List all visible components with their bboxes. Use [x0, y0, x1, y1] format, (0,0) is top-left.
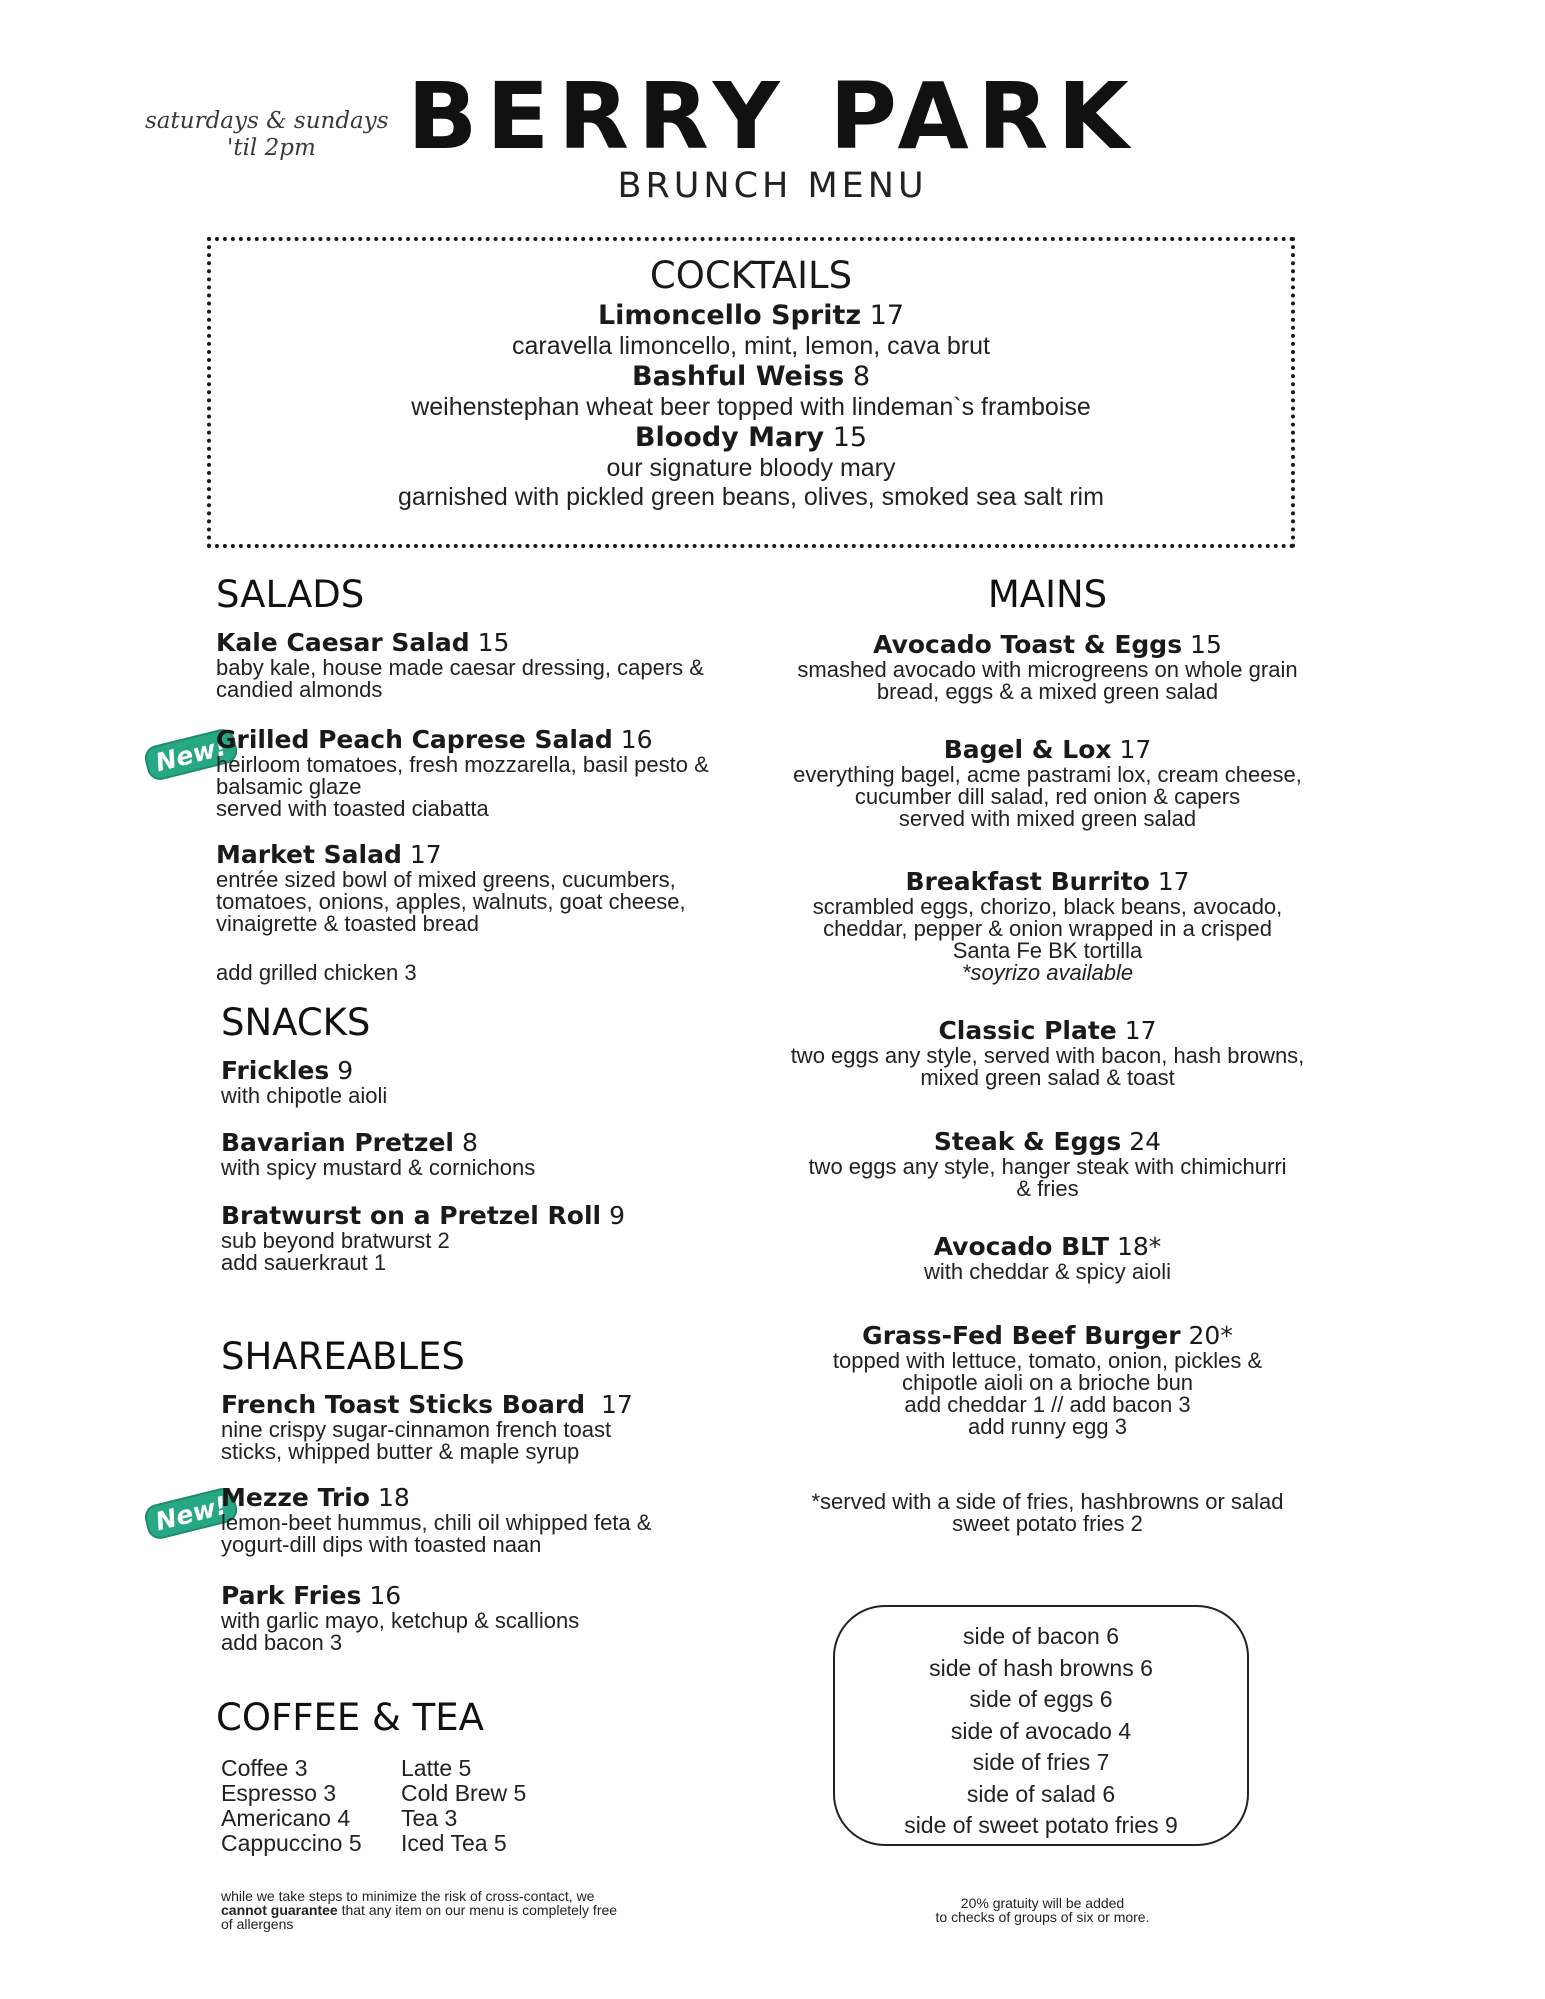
item-price: 17 [1119, 735, 1152, 764]
item-description: cheddar, pepper & onion wrapped in a crisped [823, 916, 1272, 941]
allergen-line: while we take steps to minimize the risk of cross-contact, we [221, 1888, 595, 1904]
list-item: Latte 5 [401, 1755, 472, 1781]
item-price: 17 [1124, 1016, 1157, 1045]
side-item: side of bacon 6 [962, 1623, 1119, 1649]
tagline [145, 108, 395, 162]
side-item: side of fries 7 [972, 1749, 1110, 1775]
allergen-line: of allergens [221, 1916, 294, 1932]
item-name: Bloody Mary [634, 422, 825, 453]
item-price: 20* [1188, 1321, 1233, 1350]
item-price: 8 [852, 361, 871, 392]
item-name: Classic Plate [938, 1016, 1117, 1045]
item-description: bread, eggs & a mixed green salad [876, 679, 1219, 704]
item-name: Park Fries [221, 1581, 362, 1610]
item-name: Grilled Peach Caprese Salad [216, 725, 613, 754]
item-description: cucumber dill salad, red onion & capers [854, 784, 1241, 809]
item-price: 9 [337, 1056, 354, 1085]
restaurant-title: BERRY PARK [407, 63, 1138, 170]
item-description: topped with lettuce, tomato, onion, pickles & [832, 1348, 1263, 1373]
item-name: Kale Caesar Salad [216, 628, 470, 657]
menu-item [221, 1484, 781, 1556]
item-description: served with mixed green salad [898, 806, 1197, 831]
item-description: mixed green salad & toast [920, 1065, 1175, 1090]
item-name: Limoncello Spritz [597, 300, 862, 331]
allergen-rest: that any item on our menu is completely free [337, 1902, 618, 1918]
menu-item [765, 631, 1330, 703]
menu-item [211, 300, 1291, 361]
item-description: entrée sized bowl of mixed greens, cucumbers, [216, 867, 676, 892]
item-name: Grass-Fed Beef Burger [862, 1321, 1181, 1350]
item-description: our signature bloody mary [606, 454, 896, 482]
allergen-line [221, 1903, 721, 1917]
side-item: side of hash browns 6 [929, 1654, 1153, 1681]
menu-item [221, 1391, 781, 1463]
item-name: Avocado BLT [933, 1232, 1110, 1261]
mains-footnote [765, 1491, 1330, 1535]
menu-item [216, 629, 776, 701]
list-item: Tea 3 [401, 1805, 458, 1831]
item-price: 17 [1157, 867, 1190, 896]
item-description: heirloom tomatoes, fresh mozzarella, basil pesto & [216, 752, 709, 777]
side-item: side of salad 6 [966, 1780, 1116, 1807]
item-description: yogurt-dill dips with toasted naan [221, 1532, 542, 1557]
item-price: 15 [1190, 630, 1222, 659]
salads-heading: SALADS [216, 573, 365, 616]
menu-item [221, 1582, 781, 1654]
menu-item [211, 422, 1291, 512]
item-description: & fries [1016, 1176, 1079, 1201]
item-description: smashed avocado with microgreens on whole grain [797, 657, 1298, 682]
item-price: 17 [869, 300, 905, 331]
shareables-heading: SHAREABLES [221, 1335, 465, 1378]
item-description: nine crispy sugar-cinnamon french toast [221, 1417, 612, 1442]
menu-item [765, 1017, 1330, 1089]
gratuity-line: 20% gratuity will be added [960, 1895, 1125, 1911]
item-description: add cheddar 1 // add bacon 3 [904, 1392, 1191, 1417]
item-name: Bratwurst on a Pretzel Roll [221, 1201, 602, 1230]
item-description: with chipotle aioli [221, 1083, 388, 1108]
item-price: 16 [369, 1581, 402, 1610]
item-name: Market Salad [216, 840, 402, 869]
item-description: sub beyond bratwurst 2 [221, 1228, 450, 1253]
coffee-tea-heading: COFFEE & TEA [216, 1696, 484, 1739]
menu-item [221, 1202, 781, 1274]
tagline-days: saturdays & sundays [145, 108, 389, 134]
allergen-notice [221, 1889, 721, 1931]
new-badge: New! [142, 726, 240, 782]
item-name: Avocado Toast & Eggs [873, 630, 1183, 659]
item-description: add bacon 3 [221, 1630, 343, 1655]
item-name: Steak & Eggs [933, 1127, 1122, 1156]
side-item: side of avocado 4 [950, 1717, 1132, 1744]
item-name: French Toast Sticks Board [221, 1390, 586, 1419]
list-item: Cappuccino 5 [221, 1830, 362, 1856]
gratuity-notice [880, 1896, 1205, 1924]
menu-item [221, 1057, 781, 1107]
mains-heading: MAINS [987, 573, 1108, 616]
item-name: Frickles [221, 1056, 330, 1085]
item-description: Santa Fe BK tortilla [952, 938, 1143, 963]
item-price: 15 [477, 628, 510, 657]
item-description: caravella limoncello, mint, lemon, cava brut [512, 332, 990, 360]
list-item: Americano 4 [221, 1805, 351, 1831]
menu-item [765, 1128, 1330, 1200]
item-price: 8 [461, 1128, 478, 1157]
snacks-heading: SNACKS [221, 1001, 371, 1044]
cocktails-section [207, 237, 1295, 548]
tagline-time: 'til 2pm [227, 135, 316, 161]
list-item: Espresso 3 [221, 1780, 337, 1806]
item-description: vinaigrette & toasted bread [216, 911, 479, 936]
coffee-list [221, 1756, 391, 1856]
item-description: scrambled eggs, chorizo, black beans, avocado, [812, 894, 1283, 919]
gratuity-line: to checks of groups of six or more. [935, 1909, 1150, 1925]
item-price: 16 [620, 725, 653, 754]
item-description: lemon-beet hummus, chili oil whipped feta & [221, 1510, 652, 1535]
item-description: with cheddar & spicy aioli [923, 1259, 1171, 1284]
item-description: balsamic glaze [216, 774, 362, 799]
sides-box [833, 1605, 1249, 1846]
item-name: Bashful Weiss [631, 361, 845, 392]
item-price: 17 [600, 1390, 633, 1419]
item-description: two eggs any style, hanger steak with chimichurri [808, 1154, 1287, 1179]
item-price: 15 [832, 422, 868, 453]
item-description: two eggs any style, served with bacon, hash browns, [790, 1043, 1305, 1068]
menu-item [211, 361, 1291, 422]
menu-item [216, 841, 776, 935]
menu-item [765, 1322, 1330, 1438]
footnote-line: sweet potato fries 2 [952, 1511, 1143, 1536]
item-note: *soyrizo available [961, 960, 1134, 985]
menu-item [216, 726, 776, 820]
item-name: Breakfast Burrito [905, 867, 1150, 896]
menu-item [221, 1129, 781, 1179]
menu-item [765, 1233, 1330, 1283]
item-name: Bavarian Pretzel [221, 1128, 454, 1157]
new-badge: New! [142, 1485, 240, 1541]
item-price: 9 [609, 1201, 625, 1230]
salads-addon: add grilled chicken 3 [216, 960, 417, 985]
item-description: with garlic mayo, ketchup & scallions [221, 1608, 580, 1633]
item-description: garnished with pickled green beans, olives, smoked sea salt rim [398, 483, 1104, 511]
item-description: add sauerkraut 1 [221, 1250, 387, 1275]
item-description: add runny egg 3 [967, 1414, 1128, 1439]
item-description: sticks, whipped butter & maple syrup [221, 1439, 580, 1464]
footnote-line: *served with a side of fries, hashbrowns or salad [811, 1489, 1284, 1514]
menu-subtitle: BRUNCH MENU [617, 166, 928, 206]
item-price: 18* [1116, 1232, 1162, 1261]
list-item: Cold Brew 5 [401, 1780, 527, 1806]
item-description: everything bagel, acme pastrami lox, cream cheese, [793, 762, 1302, 787]
item-price: 17 [409, 840, 442, 869]
item-price: 18 [377, 1483, 410, 1512]
list-item: Coffee 3 [221, 1755, 308, 1781]
list-item: Iced Tea 5 [401, 1830, 507, 1856]
item-name: Bagel & Lox [943, 735, 1112, 764]
item-description: served with toasted ciabatta [216, 796, 489, 821]
item-description: tomatoes, onions, apples, walnuts, goat cheese, [216, 889, 686, 914]
item-name: Mezze Trio [221, 1483, 370, 1512]
item-description: with spicy mustard & cornichons [221, 1155, 536, 1180]
item-description: weihenstephan wheat beer topped with lindeman`s framboise [411, 393, 1091, 421]
side-item: side of sweet potato fries 9 [904, 1812, 1178, 1838]
item-description: chipotle aioli on a brioche bun [901, 1370, 1194, 1395]
side-item: side of eggs 6 [969, 1686, 1113, 1712]
tea-list [401, 1756, 571, 1856]
menu-item [765, 736, 1330, 830]
allergen-bold: cannot guarantee [221, 1902, 338, 1918]
cocktails-heading: COCKTAILS [649, 254, 853, 297]
item-description: baby kale, house made caesar dressing, capers & [216, 655, 704, 680]
item-description: candied almonds [216, 677, 383, 702]
menu-item [765, 868, 1330, 984]
item-price: 24 [1129, 1127, 1162, 1156]
